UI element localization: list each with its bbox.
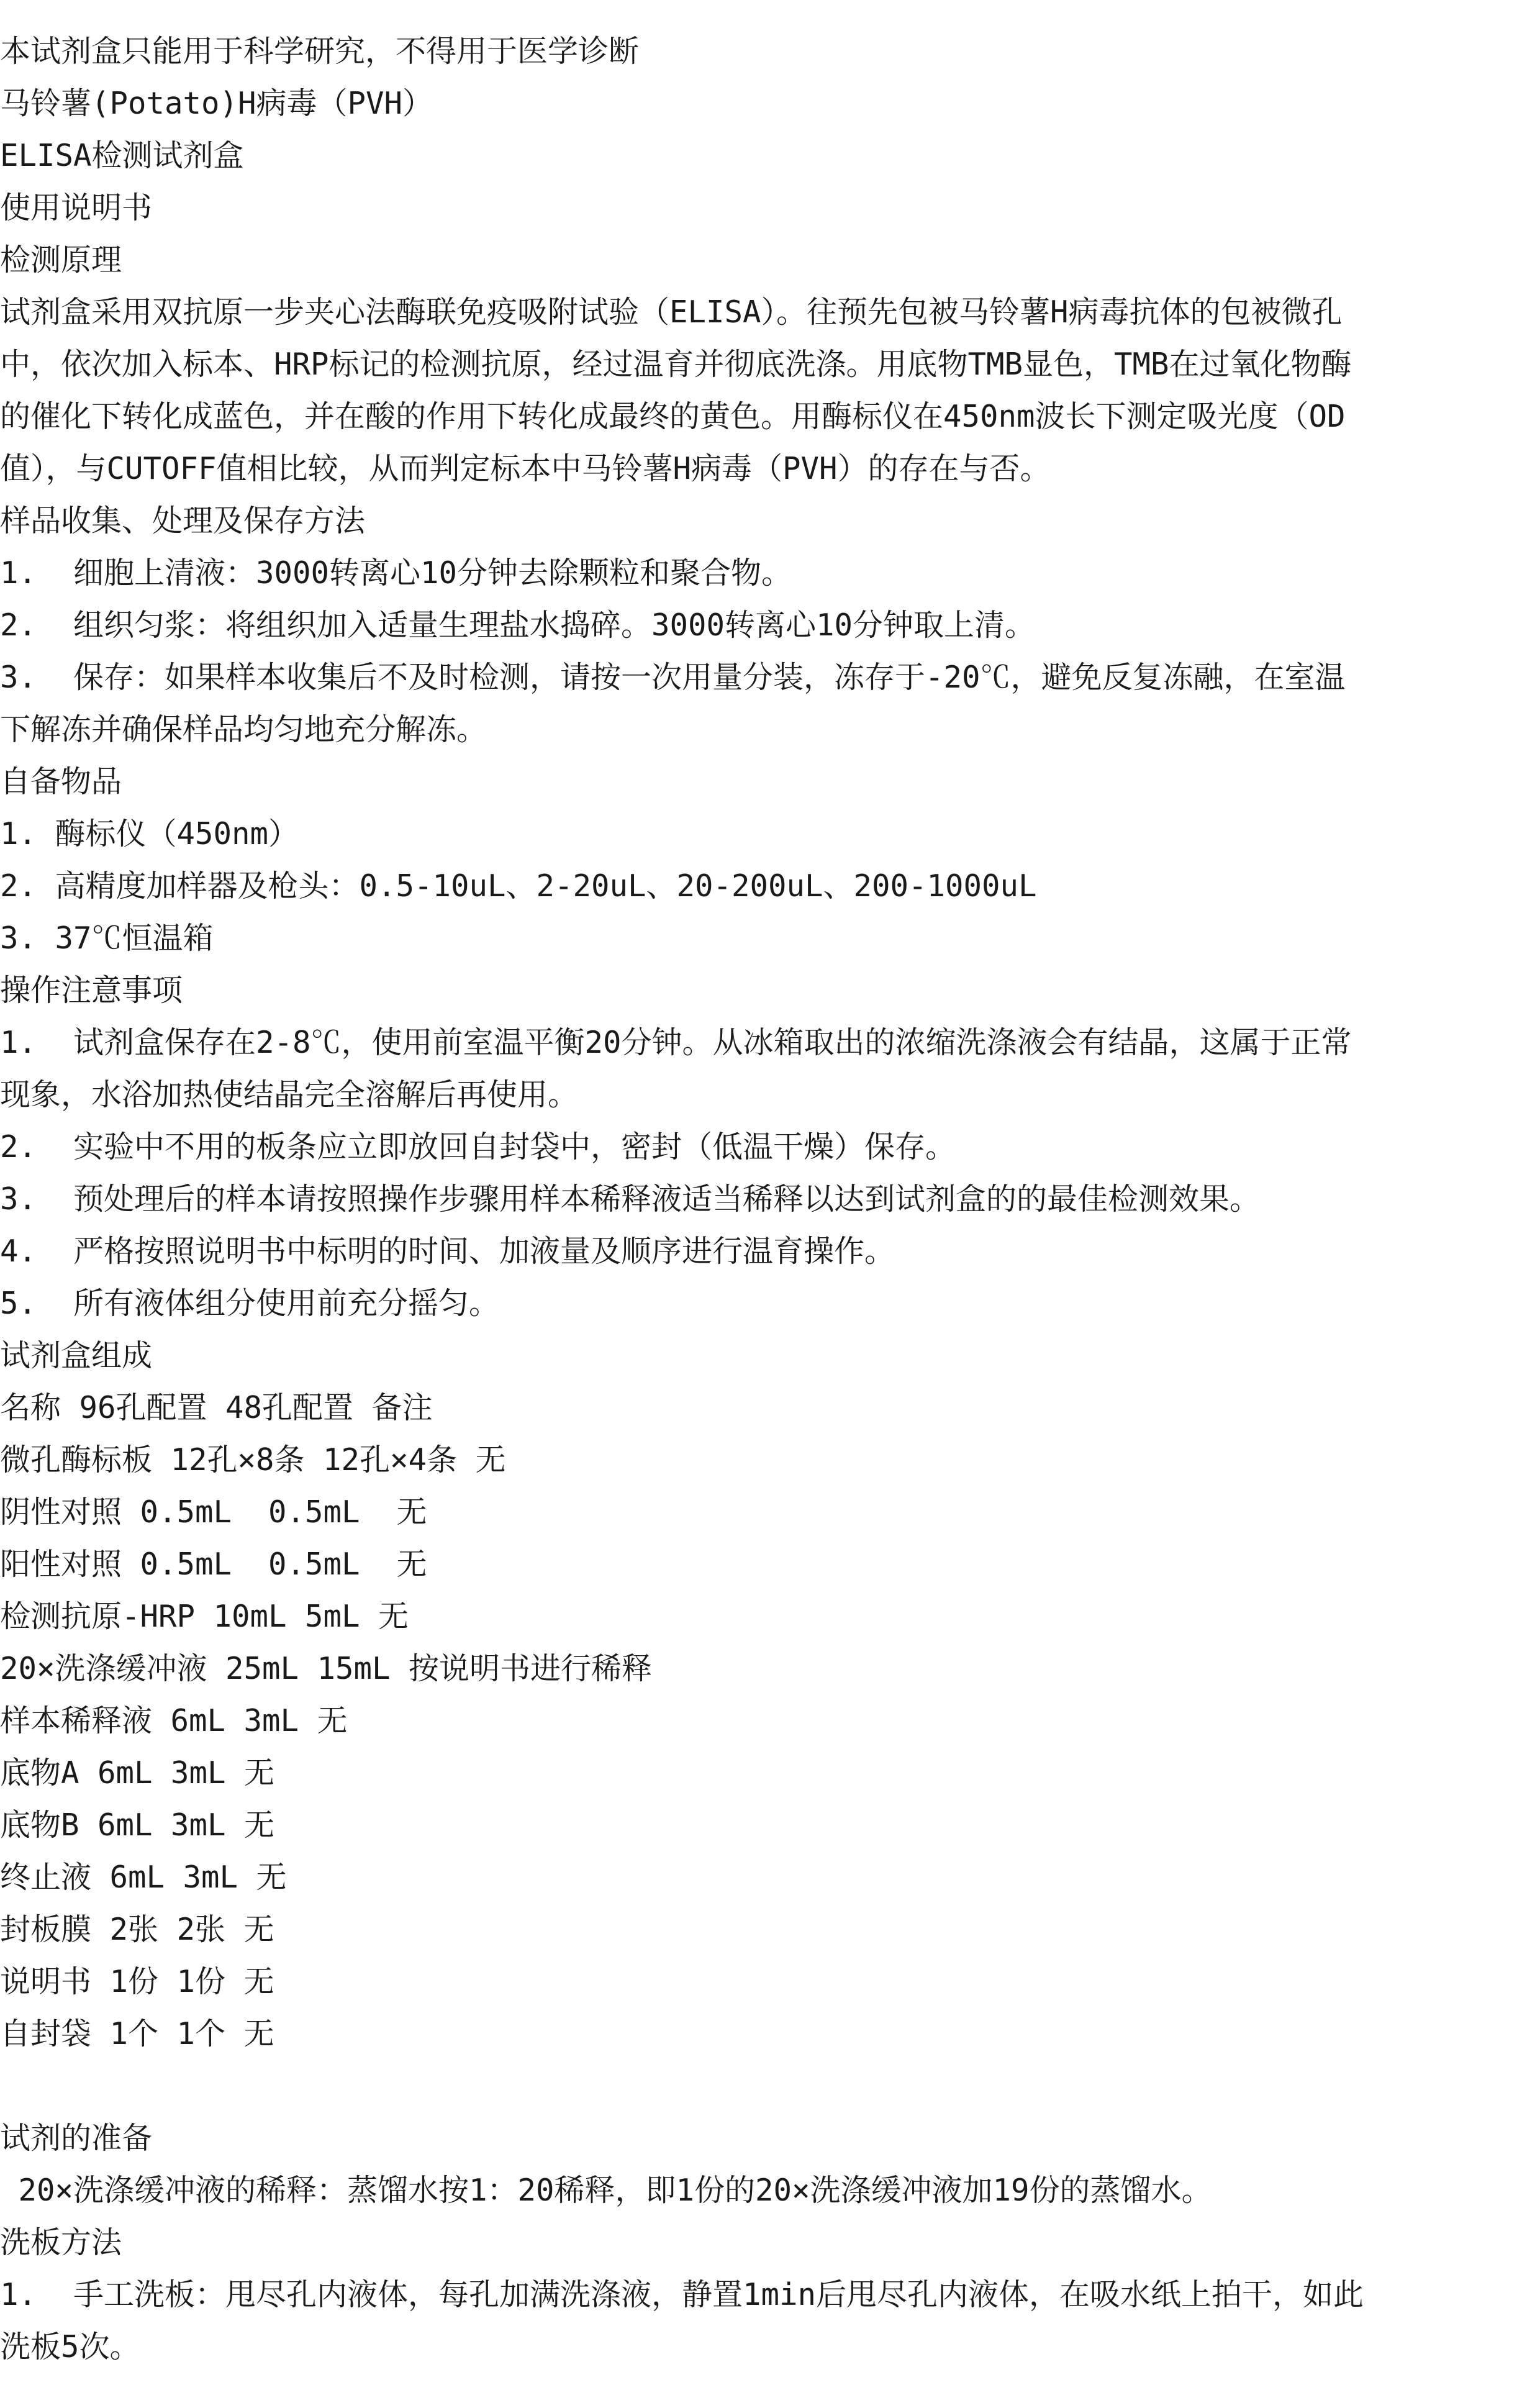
text-line: 阴性对照 0.5mL 0.5mL 无 — [0, 1494, 427, 1530]
text-line: 2. 高精度加样器及枪头：0.5-10uL、2-20uL、20-200uL、200-1000uL — [0, 868, 1037, 904]
text-line: 阳性对照 0.5mL 0.5mL 无 — [0, 1547, 427, 1582]
text-line: 中，依次加入标本、HRP标记的检测抗原，经过温育并彻底洗涤。用底物TMB显色，TMB在过氧化物酶 — [0, 347, 1352, 382]
text-line: 试剂盒组成 — [0, 1338, 153, 1373]
text-line: 3. 37℃恒温箱 — [0, 920, 214, 956]
text-line: 的催化下转化成蓝色，并在酸的作用下转化成最终的黄色。用酶标仪在450nm波长下测定吸光度（OD — [0, 399, 1346, 434]
text-line: 1. 手工洗板：甩尽孔内液体，每孔加满洗涤液，静置1min后甩尽孔内液体，在吸水纸上拍干，如此 — [0, 2277, 1364, 2312]
text-line: 下解冻并确保样品均匀地充分解冻。 — [0, 712, 487, 747]
text-line: 2. 组织匀浆：将组织加入适量生理盐水捣碎。3000转离心10分钟取上清。 — [0, 607, 1036, 643]
text-line: 名称 96孔配置 48孔配置 备注 — [0, 1390, 433, 1425]
text-line: 检测原理 — [0, 242, 122, 278]
text-line: 底物A 6mL 3mL 无 — [0, 1755, 275, 1791]
text-line: 1. 试剂盒保存在2-8℃，使用前室温平衡20分钟。从冰箱取出的浓缩洗涤液会有结晶，这属于正常 — [0, 1025, 1352, 1060]
text-line: 试剂盒采用双抗原一步夹心法酶联免疫吸附试验（ELISA）。往预先包被马铃薯H病毒抗体的包被微孔 — [0, 294, 1343, 330]
text-line: 试剂的准备 — [0, 2120, 153, 2156]
text-line: 20×洗涤缓冲液的稀释：蒸馏水按1：20稀释，即1份的20×洗涤缓冲液加19份的蒸馏水。 — [0, 2173, 1212, 2208]
text-line: 终止液 6mL 3mL 无 — [0, 1860, 287, 1895]
text-line: 检测抗原-HRP 10mL 5mL 无 — [0, 1599, 409, 1634]
text-line: 说明书 1份 1份 无 — [0, 1964, 274, 1999]
text-line: ELISA检测试剂盒 — [0, 138, 244, 173]
text-line: 自封袋 1个 1个 无 — [0, 2016, 274, 2051]
text-line: 微孔酶标板 12孔×8条 12孔×4条 无 — [0, 1442, 506, 1478]
text-line: 2. 实验中不用的板条应立即放回自封袋中，密封（低温干燥）保存。 — [0, 1129, 956, 1165]
text-line: 操作注意事项 — [0, 973, 183, 1008]
text-line: 样品收集、处理及保存方法 — [0, 503, 366, 538]
text-line: 3. 预处理后的样本请按照操作步骤用样本稀释液适当稀释以达到试剂盒的的最佳检测效果。 — [0, 1181, 1261, 1217]
text-line: 本试剂盒只能用于科学研究，不得用于医学诊断 — [0, 34, 640, 69]
text-line: 洗板5次。 — [0, 2329, 140, 2365]
text-line: 自备物品 — [0, 764, 122, 799]
text-line: 5. 所有液体组分使用前充分摇匀。 — [0, 1286, 500, 1321]
text-line: 1. 细胞上清液：3000转离心10分钟去除颗粒和聚合物。 — [0, 555, 792, 591]
text-line: 使用说明书 — [0, 190, 153, 225]
text-line: 马铃薯(Potato)H病毒（PVH） — [0, 86, 433, 121]
text-line: 4. 严格按照说明书中标明的时间、加液量及顺序进行温育操作。 — [0, 1233, 895, 1269]
text-line: 20×洗涤缓冲液 25mL 15mL 按说明书进行稀释 — [0, 1651, 653, 1686]
text-line: 现象，水浴加热使结晶完全溶解后再使用。 — [0, 1077, 579, 1112]
text-line: 3. 保存：如果样本收集后不及时检测，请按一次用量分装，冻存于-20℃，避免反复冻融，在室温 — [0, 660, 1346, 695]
text-line: 1. 酶标仪（450nm） — [0, 816, 299, 852]
text-line: 样本稀释液 6mL 3mL 无 — [0, 1703, 348, 1738]
text-line: 值），与CUTOFF值相比较，从而判定标本中马铃薯H病毒（PVH）的存在与否。 — [0, 451, 1051, 486]
text-line: 底物B 6mL 3mL 无 — [0, 1807, 275, 1843]
text-line: 洗板方法 — [0, 2225, 122, 2260]
text-line: 封板膜 2张 2张 无 — [0, 1912, 274, 1947]
